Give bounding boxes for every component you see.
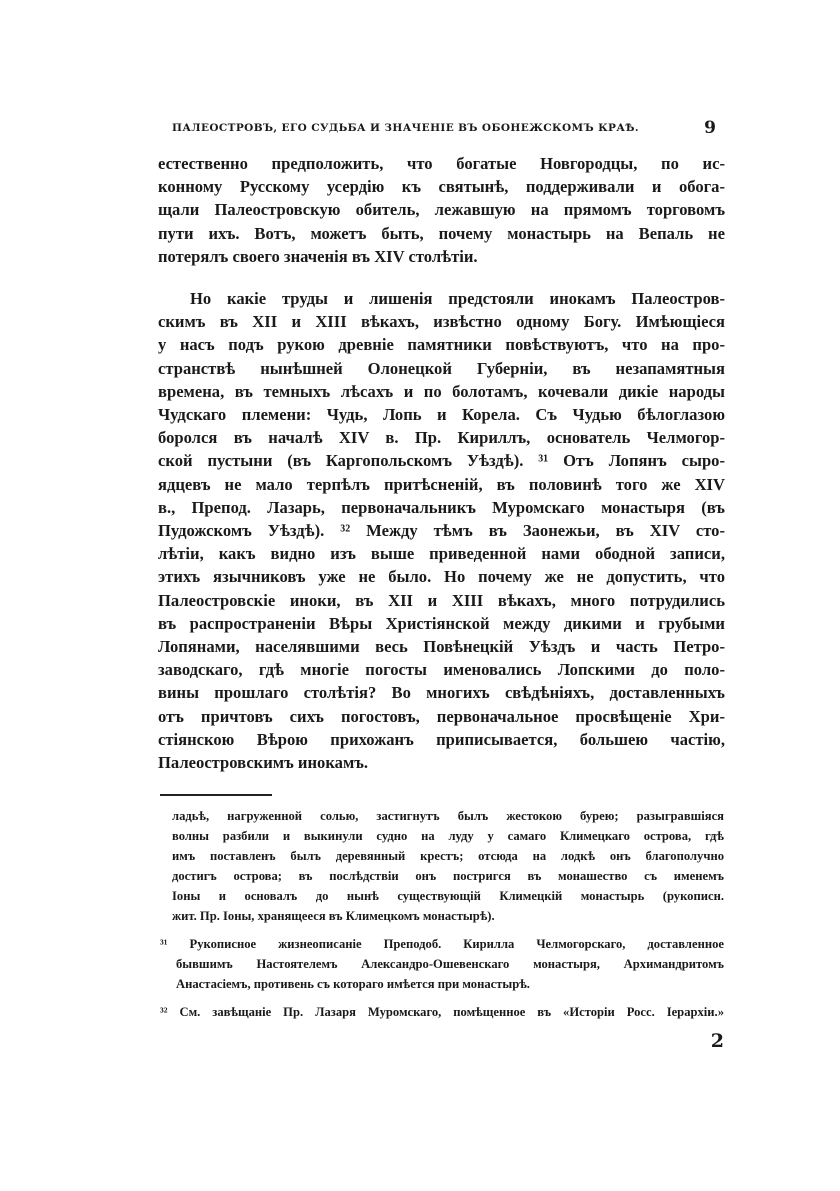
running-head	[160, 118, 716, 140]
text-line: в., Препод. Лазарь, первоначальникъ Муромскаго монастыря (въ	[158, 497, 725, 517]
footnote-line: имъ поставленъ былъ деревянный крестъ; отсюда на лодкѣ онъ благополучно	[172, 849, 724, 863]
text-line: лѣтіи, какъ видно изъ выше приведенной нами ободной записи,	[158, 544, 725, 564]
text-line: Палеостровскимъ инокамъ.	[158, 753, 369, 773]
text-line: потерялъ своего значенія въ XIV столѣтіи.	[158, 246, 478, 266]
text-line: Палеостровскіе иноки, въ XII и XIII вѣкахъ, много потрудились	[158, 590, 725, 610]
text-line: Лопянами, населявшими весь Повѣнецкій Уѣздъ и часть Петро-	[158, 637, 725, 657]
footnote-line: волны разбили и выкинули судно на луду у самаго Климецкаго острова, гдѣ	[172, 829, 724, 843]
footnote-line: ладьѣ, нагруженной солью, застигнутъ былъ жестокою бурею; разыгравшіяся	[172, 809, 724, 823]
footnote-31	[160, 934, 724, 994]
footnote-line: ³² См. завѣщаніе Пр. Лазаря Муромскаго, помѣщенное въ «Исторіи Росс. Іерархіи.»	[160, 1005, 724, 1019]
footnote-line: Анастасіемъ, противень съ котораго имѣется при монастырѣ.	[176, 977, 530, 991]
footnote-divider	[160, 794, 272, 796]
text-line: стіянскою Вѣрою прихожанъ приписывается, большею частію,	[158, 729, 725, 749]
footnote-line: жит. Пр. Іоны, хранящееся въ Климецкомъ монастырѣ).	[172, 909, 495, 923]
text-line: этихъ язычниковъ уже не было. Но почему же не допустить, что	[158, 567, 725, 587]
text-line: ской пустыни (въ Каргопольскомъ Уѣздѣ). ³¹ Отъ Лопянъ сыро-	[158, 451, 725, 471]
text-line: боролся въ началѣ XIV в. Пр. Кириллъ, основатель Челмогор-	[158, 428, 725, 448]
text-line: вины прошлаго столѣтія? Во многихъ свѣдѣніяхъ, доставленныхъ	[158, 683, 725, 703]
footnote-32	[160, 1002, 724, 1022]
page-number: 9	[704, 118, 716, 138]
text-line: ядцевъ не мало терпѣлъ притѣсненій, въ половинѣ того же XIV	[158, 474, 725, 494]
footnote-line: достигъ острова; въ послѣдствіи онъ постригся въ монашество съ именемъ	[172, 869, 724, 883]
text-line: Чудскаго племени: Чудь, Лопь и Корела. Съ Чудью бѣлоглазою	[158, 405, 725, 425]
text-line: у насъ подъ рукою древніе памятники повѣствуютъ, что на про-	[158, 335, 725, 355]
signature-mark: 2	[710, 1030, 724, 1052]
paragraph-2	[158, 287, 725, 774]
footnote-continued	[160, 806, 724, 926]
text-line: въ распространеніи Вѣры Христіянской между дикими и грубыми	[158, 613, 725, 633]
text-line: отъ причтовъ сихъ погостовъ, первоначальное просвѣщеніе Хри-	[158, 706, 725, 726]
text-line: щали Палеостровскую обитель, лежавшую на прямомъ торговомъ	[158, 200, 725, 220]
text-line: конному Русскому усердію къ святынѣ, поддерживали и обога-	[158, 177, 725, 197]
text-line: пути ихъ. Вотъ, можетъ быть, почему монастырь на Вепаль не	[158, 223, 725, 243]
paragraph-1	[158, 152, 725, 268]
text-line: времена, въ темныхъ лѣсахъ и по болотамъ, кочевали дикіе народы	[158, 381, 725, 401]
footnote-line: Іоны и основалъ до нынѣ существующій Климецкій монастырь (рукописн.	[172, 889, 724, 903]
running-title: ПАЛЕОСТРОВЪ, ЕГО СУДЬБА И ЗНАЧЕНІЕ ВЪ ОБОНЕЖСКОМЪ КРАѢ.	[172, 122, 639, 134]
text-line: скимъ въ XII и XIII вѣкахъ, извѣстно одному Богу. Имѣющіеся	[158, 312, 725, 332]
text-line: заводскаго, гдѣ многіе погосты именовались Лопскими до поло-	[158, 660, 725, 680]
footnote-line: ³¹ Рукописное жизнеописаніе Преподоб. Кирилла Челмогорскаго, доставленное	[160, 937, 724, 951]
text-line: странствѣ нынѣшней Олонецкой Губерніи, въ незапамятныя	[158, 358, 725, 378]
footnote-line: бывшимъ Настоятелемъ Александро-Ошевенскаго монастыря, Архимандритомъ	[176, 957, 724, 971]
text-line: Пудожскомъ Уѣздѣ). ³² Между тѣмъ въ Заонежьи, въ XIV сто-	[158, 521, 725, 541]
text-line: Но какіе труды и лишенія предстояли инокамъ Палеостров-	[190, 289, 725, 308]
text-line: естественно предположить, что богатые Новгородцы, по ис-	[158, 154, 725, 173]
